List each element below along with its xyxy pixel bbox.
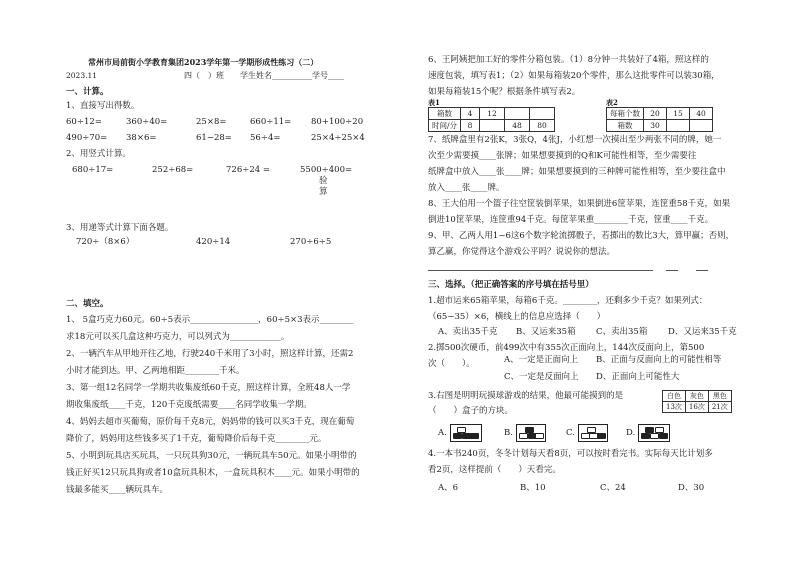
- q2-item: 680÷17=: [72, 165, 114, 175]
- table-cell: 21次: [708, 402, 731, 413]
- table-cell: 48: [505, 120, 530, 132]
- fill-line: 1、 5盒巧克力60元。60÷5表示________________，60÷5×3表示________: [66, 315, 354, 325]
- fill-line: 小时才能到达。甲、乙两地相距________千米。: [66, 366, 245, 376]
- q1-item: 25×8=: [196, 117, 227, 127]
- class-line: 四（ ）班 学生姓名__________学号____: [184, 71, 344, 80]
- q1-item: 80+100÷20: [311, 117, 364, 127]
- table-cell: 16次: [685, 402, 708, 413]
- c1-option: C、卖出35箱: [596, 327, 648, 337]
- box-option-label: D.: [626, 428, 636, 438]
- table-cell: 8: [461, 120, 480, 132]
- table-cell: 时间/分: [429, 120, 461, 132]
- ball-result-table: [662, 390, 732, 413]
- q1-title: 1、直接写出得数。: [66, 101, 140, 111]
- table-head: 黑色: [708, 391, 731, 402]
- table-cell: 80: [530, 120, 555, 132]
- table-cell: 13次: [663, 402, 686, 413]
- c3-line: （ ）盒子的方块。: [428, 406, 514, 416]
- q1-item: 56÷4=: [250, 133, 281, 143]
- table-head: 白色: [663, 391, 686, 402]
- box-option-label: A.: [438, 428, 447, 438]
- answer-line: [428, 270, 653, 271]
- c2-option: A、一定是正面向上: [504, 355, 579, 365]
- c1-line: （65−35）×6，横线上的信息应选择（ ）: [428, 312, 606, 322]
- box-option-label: C.: [566, 428, 575, 438]
- table-cell: 20: [644, 108, 667, 120]
- cube-box-icon: [516, 424, 546, 442]
- c2-option: C、一定是反面向上: [504, 372, 579, 382]
- q7-line: 次至少需要摸____张牌；如果想要摸到的Q和K可能性相等，至少需要往: [428, 151, 697, 161]
- table-cell: 箱数: [607, 120, 644, 132]
- q3-item: 720÷（8×6）: [76, 237, 135, 247]
- date: 2023.11: [66, 71, 98, 80]
- fill-line: 钱正好买12只玩具狗或者10盒玩具积木，一盒玩具积木____元。如果小明带的: [66, 468, 360, 478]
- q6-line: 6、王阿姨把加工好的零件分箱包装。（1）8分钟一共装好了4箱，照这样的: [428, 55, 709, 65]
- fill-line: 4、妈妈去超市买葡萄，原价每千克8元，妈妈带的钱可以买3千克，现在葡萄: [66, 417, 355, 427]
- verify-label: 算: [319, 187, 328, 197]
- q1-item: 60÷12=: [66, 117, 102, 127]
- c4-line: 看2页，这样提前（ ）天看完。: [428, 465, 561, 475]
- table-head: 灰色: [685, 391, 708, 402]
- q1-item: 360÷40=: [126, 117, 168, 127]
- c4-option: C、24: [600, 483, 626, 493]
- c2-option: D、正面向上可能性大: [596, 372, 680, 382]
- fill-line: 钱最多能买____辆玩具车。: [66, 485, 169, 495]
- page-title: 常州市局前街小学教育集团2023学年第一学期形成性练习（二）: [88, 57, 319, 67]
- cube-box-icon: [578, 424, 608, 442]
- q3-title: 3、用递等式计算下面各题。: [66, 223, 174, 233]
- c4-option: A、6: [438, 483, 459, 493]
- c4-option: B、10: [520, 483, 546, 493]
- table-cell: [530, 108, 555, 120]
- right-column: [428, 0, 758, 561]
- q8-line: 8、王大伯用一个篮子往空筐装倒苹果，如果倒进6筐苹果，连筐重58千克，如果: [428, 199, 731, 209]
- box-option-label: B.: [504, 428, 513, 438]
- table1-caption: 表1: [428, 98, 440, 107]
- q1-item: 660÷11=: [250, 117, 292, 127]
- q1-item: 490÷70=: [66, 133, 108, 143]
- q9-line: 算乙赢，你觉得这个游戏公平吗？说说你的想法。: [428, 247, 616, 257]
- c4-option: D、30: [678, 483, 705, 493]
- c2-line: 次（ ）。: [428, 359, 475, 369]
- section-fill: 二、填空。: [66, 299, 109, 309]
- table-cell: 30: [644, 120, 667, 132]
- cube-box-icon: [450, 424, 482, 442]
- fill-line: 5、小明到玩具店买玩具，一只玩具狗30元，一辆玩具车50元。如果小明带的: [66, 451, 357, 461]
- q7-line: 放入____张____牌。: [428, 183, 505, 193]
- fill-line: 降价了，妈妈用这些钱多买了1千克，葡萄降价后每千克________元。: [66, 434, 327, 444]
- table-cell: [667, 120, 690, 132]
- q6-line: 如果每箱装15个呢？根据条件填写表2。: [428, 87, 581, 97]
- table-cell: 40: [690, 108, 713, 120]
- q8-line: 倒进10筐苹果，连筐重94千克。每筐苹果重________千克，筐重____千克。: [428, 215, 714, 225]
- c2-option: B、正面与反面向上的可能性相等: [596, 355, 722, 365]
- c3-line: 3.右图是明明玩摸球游戏的结果，他最可能摸到的是: [428, 391, 624, 401]
- q2-title: 2、用竖式计算。: [66, 149, 131, 159]
- verify-label: 验: [319, 176, 328, 186]
- section-choice: 三、选择。（把正确答案的序号填在括号里）: [428, 280, 594, 290]
- table-cell: 每箱个数: [607, 108, 644, 120]
- c1-line: 1.超市运来65箱苹果，每箱6千克。________，还剩多少千克？如果列式：: [428, 296, 708, 306]
- q6-line: 速度包装，填写表1；（2）如果每箱装20个零件，那么这批零件可以装30箱，: [428, 71, 720, 81]
- table-cell: [690, 120, 713, 132]
- c4-line: 4.一本书240页，冬冬计划每天看8页，可以按时看完书。实际每天比计划多: [428, 449, 713, 459]
- section-calc: 一、计算。: [66, 87, 109, 97]
- answer-line: [666, 270, 678, 271]
- q9-line: 9、甲、乙两人用1~6这6个数字轮流掷骰子，若掷出的数比3大，算甲赢；否则，: [428, 231, 735, 241]
- cube-box-icon: [638, 424, 670, 442]
- q3-item: 270÷6÷5: [290, 237, 332, 247]
- c1-option: A、卖出35千克: [438, 327, 498, 337]
- q3-item: 420÷14: [196, 237, 231, 247]
- c1-option: B、又运来35箱: [516, 327, 576, 337]
- table-cell: 15: [667, 108, 690, 120]
- c1-option: D、又运来35千克: [668, 327, 737, 337]
- q1-item: 38×6=: [126, 133, 157, 143]
- q2-item: 726÷24 =: [226, 165, 270, 175]
- answer-line: [696, 270, 708, 271]
- c2-line: 2.掷500次硬币，前499次中有355次正面向上，144次反面向上，第500: [428, 343, 705, 353]
- fill-line: 3、第一组12名同学一学期共收集废纸60千克，照这样计算，全班48人一学: [66, 383, 351, 393]
- q7-line: 纸牌盒中放入____张____牌；如果想要摸到的三种牌可能性相等，至少要往盒中: [428, 167, 726, 177]
- fill-line: 2、一辆汽车从甲地开往乙地，行驶240千米用了3小时，照这样计算，还需2: [66, 349, 354, 359]
- q2-item: 5500÷400=: [300, 165, 353, 175]
- q7-line: 7、纸牌盒里有2张K，3张Q，4张J，小红想一次摸出至少两张不同的牌，她一: [428, 135, 722, 145]
- table2: [606, 107, 713, 132]
- table-cell: 4: [461, 108, 480, 120]
- table-cell: 箱数: [429, 108, 461, 120]
- table-cell: [505, 108, 530, 120]
- q1-item: 25×4÷25×4: [311, 133, 365, 143]
- q1-item: 61−28=: [196, 133, 232, 143]
- q2-item: 252÷68=: [152, 165, 194, 175]
- fill-line: 求18元可以买几盒这种巧克力，可以列式为____________。: [66, 332, 290, 342]
- table1: [428, 107, 555, 132]
- table-cell: 12: [480, 108, 505, 120]
- table-cell: [480, 120, 505, 132]
- left-column: [66, 0, 391, 561]
- fill-line: 期收集废纸____千克，120千克废纸需要____名同学收集一学期。: [66, 400, 312, 410]
- table2-caption: 表2: [606, 98, 618, 107]
